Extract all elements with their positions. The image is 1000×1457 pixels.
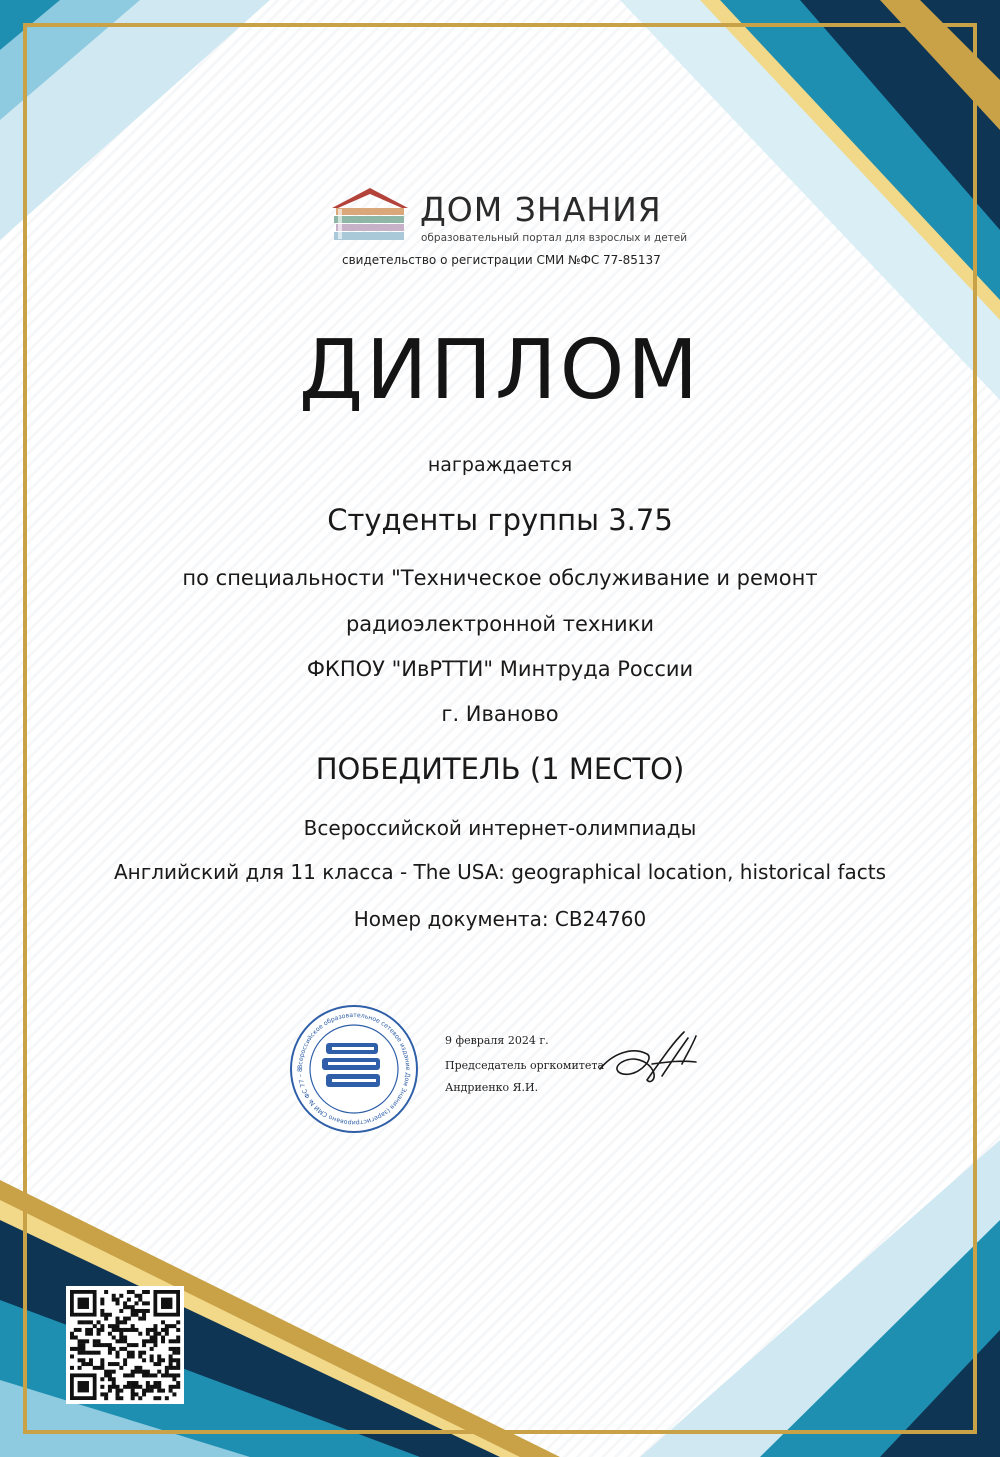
chair-name: Андриенко Я.И. [445, 1081, 539, 1094]
specialty-line-1: по специальности "Техническое обслуживание и ремонт [182, 566, 818, 590]
city: г. Иваново [441, 702, 559, 726]
event-line-2: Английский для 11 класса - The USA: geographical location, historical facts [113, 860, 887, 884]
brand-tagline: образовательный портал для взрослых и детей [421, 232, 688, 244]
qr-code-icon [66, 1286, 184, 1404]
document-number: Номер документа: СВ24760 [353, 907, 647, 931]
event-line-1: Всероссийской интернет-олимпиады [303, 816, 697, 840]
page-title: ДИПЛОМ [298, 323, 701, 418]
result-place: ПОБЕДИТЕЛЬ (1 МЕСТО) [315, 752, 685, 786]
specialty-line-2: радиоэлектронной техники [345, 612, 655, 636]
books-stamp-icon [288, 1003, 420, 1135]
media-registration: свидетельство о регистрации СМИ №ФС 77-85137 [342, 253, 661, 267]
recipient-name: Студенты группы 3.75 [327, 503, 673, 537]
institution: ФКПОУ "ИвРТТИ" Минтруда России [306, 657, 694, 681]
awarded-label: награждается [427, 454, 573, 476]
signature-image [592, 1024, 702, 1104]
issue-date: 9 февраля 2024 г. [445, 1034, 549, 1047]
chair-title: Председатель оргкомитета [445, 1059, 605, 1072]
brand-name: ДОМ ЗНАНИЯ [420, 190, 662, 229]
seal-text: Всероссийское образовательное сетевое издание Дом Знания (зарегистрировано СМИ № ФС 77 – 8 [296, 1011, 412, 1127]
stacked-books-house-icon [330, 186, 410, 244]
